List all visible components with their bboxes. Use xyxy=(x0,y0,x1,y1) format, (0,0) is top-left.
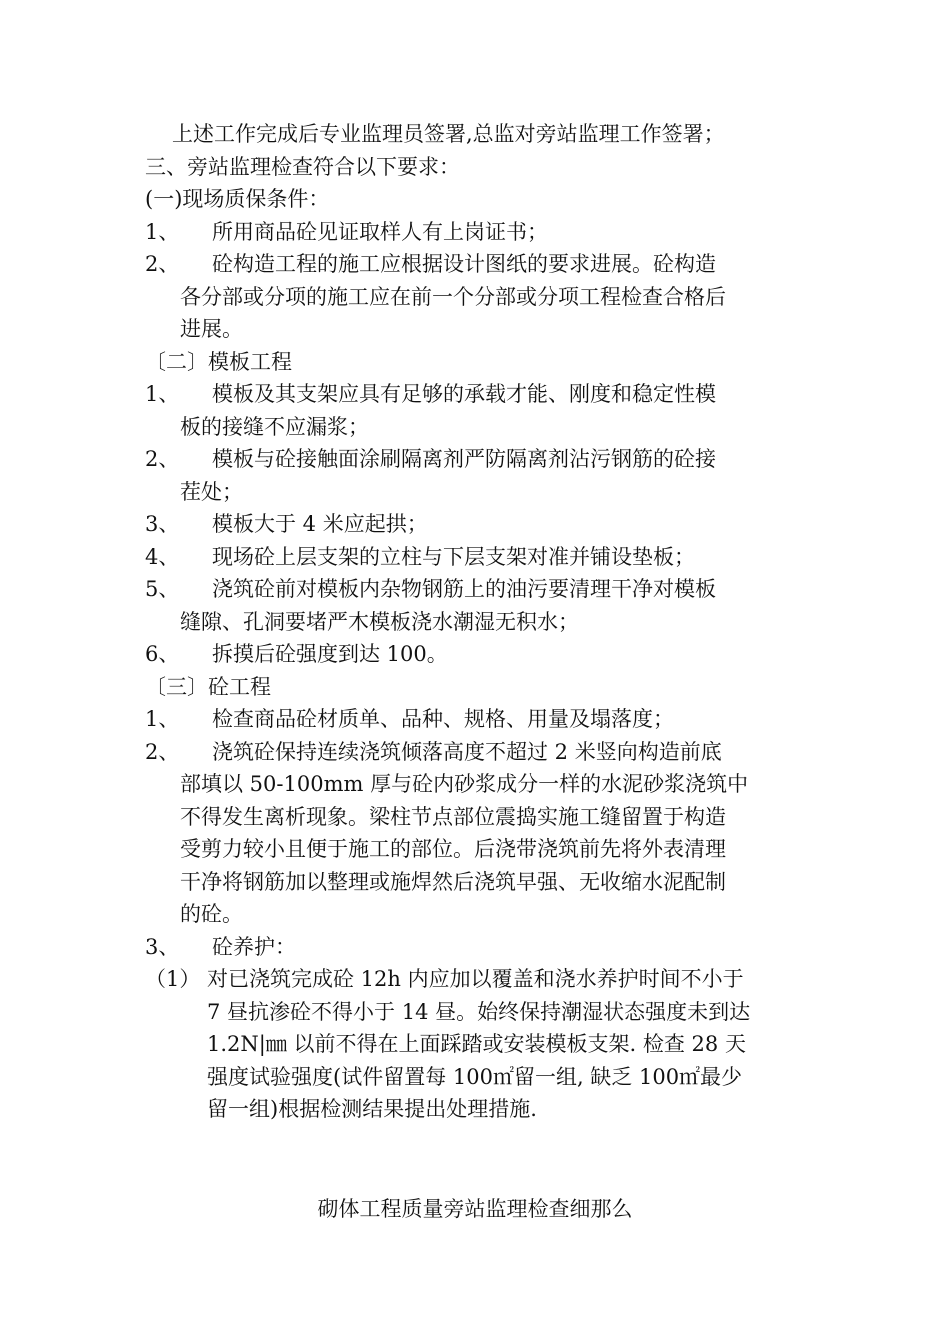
next-section-title: 砌体工程质量旁站监理检查细那么 xyxy=(317,1197,633,1221)
list-item-number: 2、 xyxy=(145,252,180,276)
list-item-text: 浇筑砼前对模板内杂物钢筋上的油污要清理干净对模板 xyxy=(212,577,716,601)
list-item-continuation: 不得发生离析现象。梁柱节点部位震捣实施工缝留置于构造 xyxy=(180,804,726,829)
list-item xyxy=(145,638,810,671)
list-item-text: 模板与砼接触面涂刷隔离剂严防隔离剂沾污钢筋的砼接 xyxy=(212,447,716,471)
list-item xyxy=(145,378,810,411)
list-item-text: 现场砼上层支架的立柱与下层支架对准并铺设垫板； xyxy=(212,544,695,569)
list-item-number: 2、 xyxy=(145,739,180,764)
section-heading: 三、旁站监理检查符合以下要求： xyxy=(145,154,460,179)
curing-item-number: （1） xyxy=(145,967,201,991)
list-item xyxy=(145,216,810,249)
list-item-continuation: 缝隙、孔洞要堵严木模板浇水潮湿无积水； xyxy=(180,609,579,634)
list-item xyxy=(145,703,810,736)
list-item xyxy=(145,931,810,964)
list-item-text: 砼养护： xyxy=(212,934,296,959)
subsection-heading-site-conditions: (一)现场质保条件： xyxy=(145,187,330,211)
list-item-number: 2、 xyxy=(145,447,180,471)
list-item-text: 模板大于 4 米应起拱； xyxy=(212,512,428,536)
subsection-heading-formwork: 〔二〕模板工程 xyxy=(145,349,292,374)
list-item xyxy=(145,508,810,541)
list-item-number: 1、 xyxy=(145,382,180,406)
list-item-number: 3、 xyxy=(145,512,180,536)
list-item-number: 4、 xyxy=(145,544,180,569)
list-item-continuation: 干净将钢筋加以整理或施焊然后浇筑早强、无收缩水泥配制 xyxy=(180,869,726,894)
curing-item-text: 留一组)根据检测结果提出处理措施. xyxy=(207,1097,537,1121)
list-item-number: 6、 xyxy=(145,642,180,666)
list-item-number: 1、 xyxy=(145,219,180,244)
document-body xyxy=(145,118,810,1126)
list-item-number: 1、 xyxy=(145,707,180,731)
curing-item-text: 对已浇筑完成砼 12h 内应加以覆盖和浇水养护时间不小于 xyxy=(207,967,744,991)
list-item-continuation: 各分部或分项的施工应在前一个分部或分项工程检查合格后 xyxy=(180,284,726,309)
list-item xyxy=(145,541,810,574)
list-item-text: 拆摸后砼强度到达 100。 xyxy=(212,642,448,666)
list-item-text: 砼构造工程的施工应根据设计图纸的要求进展。砼构造 xyxy=(212,252,716,276)
curing-item xyxy=(145,963,810,1126)
list-item xyxy=(145,248,810,281)
list-item-continuation: 茬处； xyxy=(180,479,243,504)
list-item-number: 3、 xyxy=(145,934,180,959)
list-item xyxy=(145,736,810,769)
curing-item-text: 1.2N|㎜ 以前不得在上面踩踏或安装模板支架. 检查 28 天 xyxy=(207,1032,746,1056)
list-item-text: 检查商品砼材质单、品种、规格、用量及塌落度； xyxy=(212,707,674,731)
intro-line: 上述工作完成后专业监理员签署,总监对旁站监理工作签署； xyxy=(172,122,725,146)
list-item xyxy=(145,443,810,476)
list-item-continuation: 部填以 50-100mm 厚与砼内砂浆成分一样的水泥砂浆浇筑中 xyxy=(180,772,749,796)
list-item-number: 5、 xyxy=(145,577,180,601)
list-item-continuation: 受剪力较小且便于施工的部位。后浇带浇筑前先将外表清理 xyxy=(180,837,726,861)
list-item-continuation: 进展。 xyxy=(180,317,243,341)
subsection-heading-concrete: 〔三〕砼工程 xyxy=(145,674,271,699)
list-item-text: 浇筑砼保持连续浇筑倾落高度不超过 2 米竖向构造前底 xyxy=(212,739,722,764)
list-item-continuation: 板的接缝不应漏浆； xyxy=(180,414,369,439)
list-item-continuation: 的砼。 xyxy=(180,902,243,926)
curing-item-text: 强度试验强度(试件留置每 100㎡留一组, 缺乏 100㎡最少 xyxy=(207,1064,743,1089)
curing-item-text: 7 昼抗渗砼不得小于 14 昼。始终保持潮湿状态强度未到达 xyxy=(207,999,751,1024)
list-item xyxy=(145,573,810,606)
list-item-text: 所用商品砼见证取样人有上岗证书； xyxy=(212,219,548,244)
list-item-text: 模板及其支架应具有足够的承载才能、刚度和稳定性模 xyxy=(212,382,716,406)
